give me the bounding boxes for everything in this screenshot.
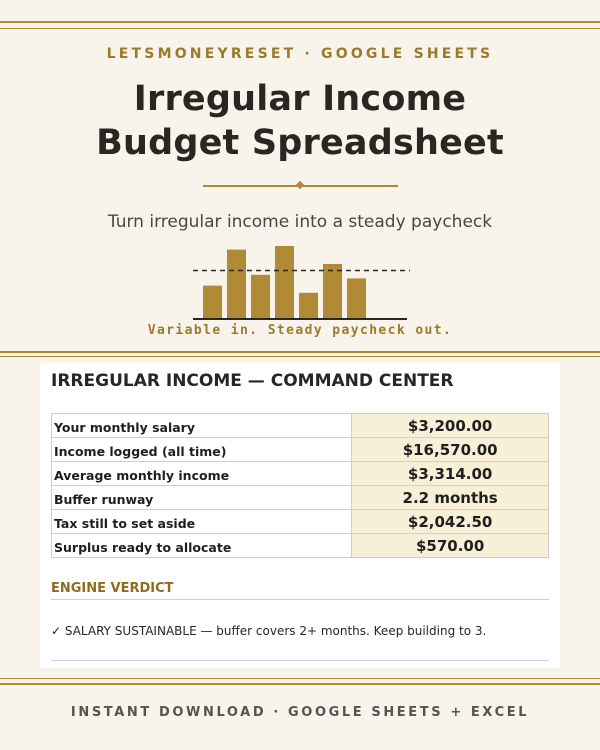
row-label: Surplus ready to allocate — [52, 534, 352, 558]
row-value[interactable]: 2.2 months — [352, 486, 549, 510]
row-label: Income logged (all time) — [52, 438, 352, 462]
mid-rule-thin — [0, 356, 600, 357]
table-row — [52, 486, 549, 510]
top-rule-thick — [0, 21, 600, 23]
chart-bar — [203, 286, 222, 318]
bottom-rule-thick — [0, 683, 600, 685]
page-title — [0, 77, 600, 165]
footer-text: INSTANT DOWNLOAD · GOOGLE SHEETS + EXCEL — [70, 705, 530, 720]
chart-bar — [299, 293, 318, 318]
bottom-rule-thin — [0, 678, 600, 679]
panel-title: IRREGULAR INCOME — COMMAND CENTER — [51, 371, 454, 391]
income-bar-chart — [190, 240, 410, 324]
kpi-table — [51, 413, 549, 558]
chart-bar — [227, 250, 246, 318]
mid-rule-thick — [0, 351, 600, 353]
verdict-text: ✓ SALARY SUSTAINABLE — buffer covers 2+ months. Keep building to 3. — [51, 624, 487, 638]
table-row — [52, 510, 549, 534]
divider-diamond-icon — [296, 181, 304, 189]
chart-bar — [275, 246, 294, 318]
title-line-2: Budget Spreadsheet — [96, 123, 504, 163]
table-row — [52, 438, 549, 462]
verdict-box — [51, 599, 549, 661]
top-rule-thin — [0, 28, 600, 29]
brand-line: LETSMONEYRESET · GOOGLE SHEETS — [106, 46, 494, 62]
verdict-title: ENGINE VERDICT — [51, 581, 174, 596]
row-value[interactable]: $3,200.00 — [352, 414, 549, 438]
table-row — [52, 414, 549, 438]
chart-bar — [347, 278, 366, 318]
row-value[interactable]: $2,042.50 — [352, 510, 549, 534]
row-value[interactable]: $16,570.00 — [352, 438, 549, 462]
table-row — [52, 534, 549, 558]
tagline: Variable in. Steady paycheck out. — [147, 323, 453, 338]
title-line-1: Irregular Income — [133, 79, 467, 119]
chart-bar — [323, 264, 342, 318]
command-center-panel — [40, 363, 560, 668]
row-value[interactable]: $570.00 — [352, 534, 549, 558]
row-label: Your monthly salary — [52, 414, 352, 438]
table-row — [52, 462, 549, 486]
row-label: Tax still to set aside — [52, 510, 352, 534]
row-value[interactable]: $3,314.00 — [352, 462, 549, 486]
subtitle: Turn irregular income into a steady paycheck — [107, 212, 493, 232]
row-label: Average monthly income — [52, 462, 352, 486]
row-label: Buffer runway — [52, 486, 352, 510]
chart-bar — [251, 275, 270, 318]
